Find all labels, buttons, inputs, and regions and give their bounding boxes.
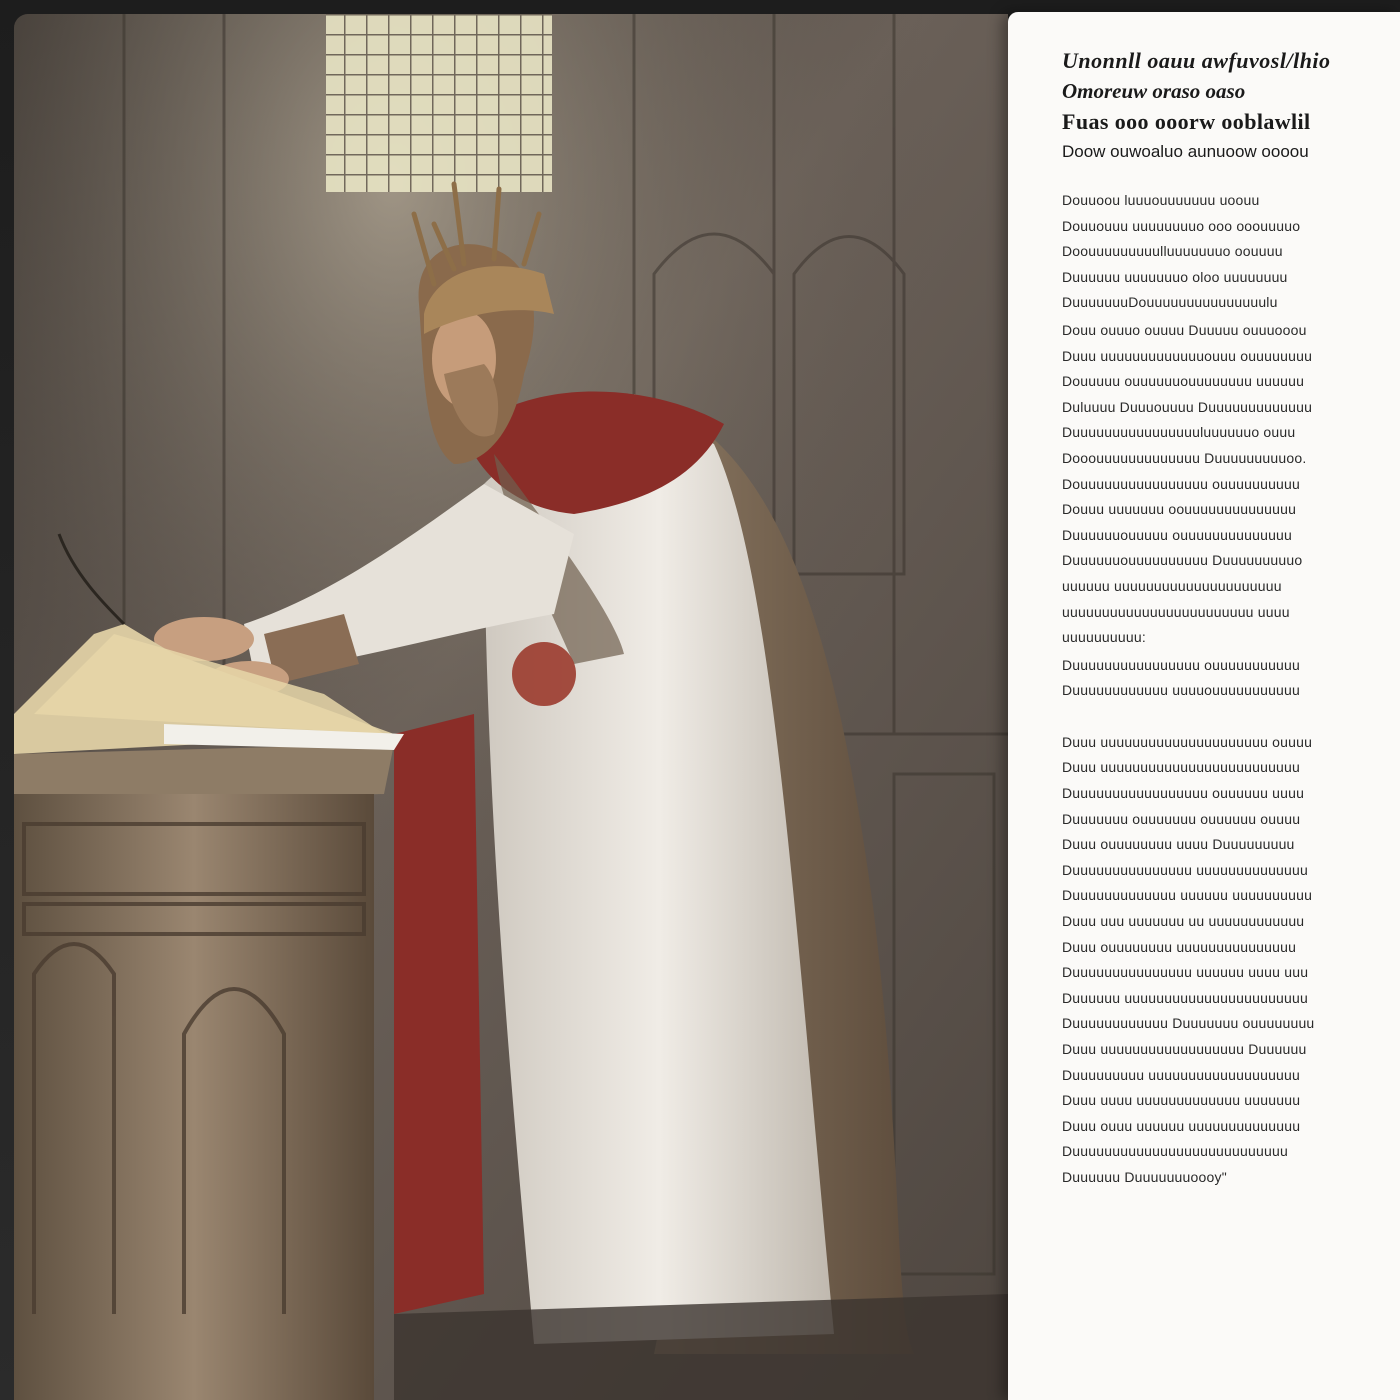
text-line: Duuuuuuuuuuuuu uuuuuu uuuuuuuuuu	[1062, 887, 1313, 904]
document-title-line-3: Fuas ooo ooorw ooblawlil	[1062, 109, 1311, 134]
text-line: Duuu uuu uuuuuuu uu uuuuuuuuuuuu	[1062, 913, 1305, 930]
text-line: DuuuuuuuDouuuuuuuuuuuuuuulu	[1062, 294, 1278, 311]
paragraph-1	[1062, 188, 1400, 316]
text-line: Duuuuuuouuuuuuuuuu Duuuuuuuuuo	[1062, 552, 1303, 569]
paragraph-3	[1062, 653, 1400, 704]
text-line: Duuu uuuuuuuuuuuuuuuuuu Duuuuuu	[1062, 1041, 1307, 1057]
text-line: Duuu uuuu uuuuuuuuuuuuu uuuuuuu	[1062, 1092, 1301, 1109]
document-subtitle: Doow ouwoaluo aunuoow oooou	[1062, 142, 1309, 161]
paragraph-2	[1062, 318, 1400, 651]
stained-window-icon	[326, 14, 552, 192]
text-line: uuuuuuuuuu:	[1062, 629, 1146, 646]
text-line: Duuuuuuuuuuuuuuuuu ouuuuuu uuuu	[1062, 785, 1305, 802]
text-line: Duuuuuuuuuuuuuuuu ouuuuuuuuuuu	[1062, 656, 1301, 673]
text-line: Duuu ouuuuuuuu uuuuuuuuuuuuuuu	[1062, 938, 1297, 955]
text-line: Duuuuuuuuu uuuuuuuuuuuuuuuuuuu	[1062, 1066, 1301, 1083]
text-line: Duuuuuu Duuuuuuuoooy"	[1062, 1168, 1227, 1185]
text-line: Duluuuu Duuuouuuu Duuuuuuuuuuuuu	[1062, 398, 1313, 415]
text-line: Duuu uuuuuuuuuuuuuuuuuuuuuuuuu	[1062, 759, 1301, 776]
document-content	[1062, 46, 1400, 1191]
text-line: Duuuuuuuuuuuu uuuuouuuuuuuuuuu	[1062, 682, 1301, 699]
text-line: Dooouuuuuuuuuuuuu Duuuuuuuuuoo.	[1062, 449, 1307, 466]
text-line: Duuuuuu uuuuuuuuuuuuuuuuuuuuuuu	[1062, 989, 1308, 1006]
text-line: uuuuuuuuuuuuuuuuuuuuuuuu uuuu	[1062, 603, 1290, 620]
king-painting-image	[14, 14, 1008, 1400]
text-line: Duuuuuuouuuuu ouuuuuuuuuuuuuu	[1062, 526, 1293, 543]
text-line: Duuuuuu uuuuuuuo oloo uuuuuuuu	[1062, 268, 1288, 285]
text-line: Doouuuuuuuuulluuuuuuuo oouuuu	[1062, 243, 1283, 260]
text-line: Douuoou luuuouuuuuuu uoouu	[1062, 192, 1260, 208]
document-page	[1008, 12, 1400, 1400]
text-line: Duuuuuuuuuuuuuuuuuuuuuuuuuuu	[1062, 1143, 1288, 1160]
text-line: Duuuuuuuuuuuu Duuuuuuu ouuuuuuuu	[1062, 1015, 1315, 1032]
document-title-line-2: Omoreuw oraso oaso	[1062, 79, 1246, 103]
text-line: Duuuuuuuuuuuuuuuuluuuuuuo ouuu	[1062, 424, 1296, 441]
text-line: Duuuuuuuuuuuuuuu uuuuuuuuuuuuuu	[1062, 861, 1308, 878]
text-line: Duuu ouuuuuuuu uuuu Duuuuuuuuu	[1062, 836, 1295, 853]
text-line: Duuu ouuu uuuuuu uuuuuuuuuuuuuu	[1062, 1117, 1301, 1134]
text-line: Duuuuuuuuuuuuuuu uuuuuu uuuu uuu	[1062, 964, 1309, 981]
paragraph-4	[1062, 730, 1400, 1191]
king-illustration-icon	[14, 14, 1008, 1400]
text-line: Douuuuuuuuuuuuuuuu ouuuuuuuuuu	[1062, 475, 1301, 492]
text-line: uuuuuu uuuuuuuuuuuuuuuuuuuuu	[1062, 577, 1282, 594]
text-line: Douuouuu uuuuuuuuo ooo ooouuuuo	[1062, 217, 1301, 234]
text-line: Douu ouuuo ouuuu Duuuuu ouuuooou	[1062, 321, 1307, 338]
document-title-line-1: Unonnll oauu awfuvosl/lhio	[1062, 48, 1331, 73]
text-line: Douuuuu ouuuuuuouuuuuuuu uuuuuu	[1062, 373, 1305, 390]
text-line: Duuuuuuu ouuuuuuu ouuuuuu ouuuu	[1062, 810, 1301, 827]
text-line: Duuu uuuuuuuuuuuuuuuuuuuuu ouuuu	[1062, 733, 1313, 750]
text-line: Douuu uuuuuuu oouuuuuuuuuuuuuu	[1062, 501, 1297, 518]
text-line: Duuu uuuuuuuuuuuuuouuu ouuuuuuuu	[1062, 347, 1313, 364]
